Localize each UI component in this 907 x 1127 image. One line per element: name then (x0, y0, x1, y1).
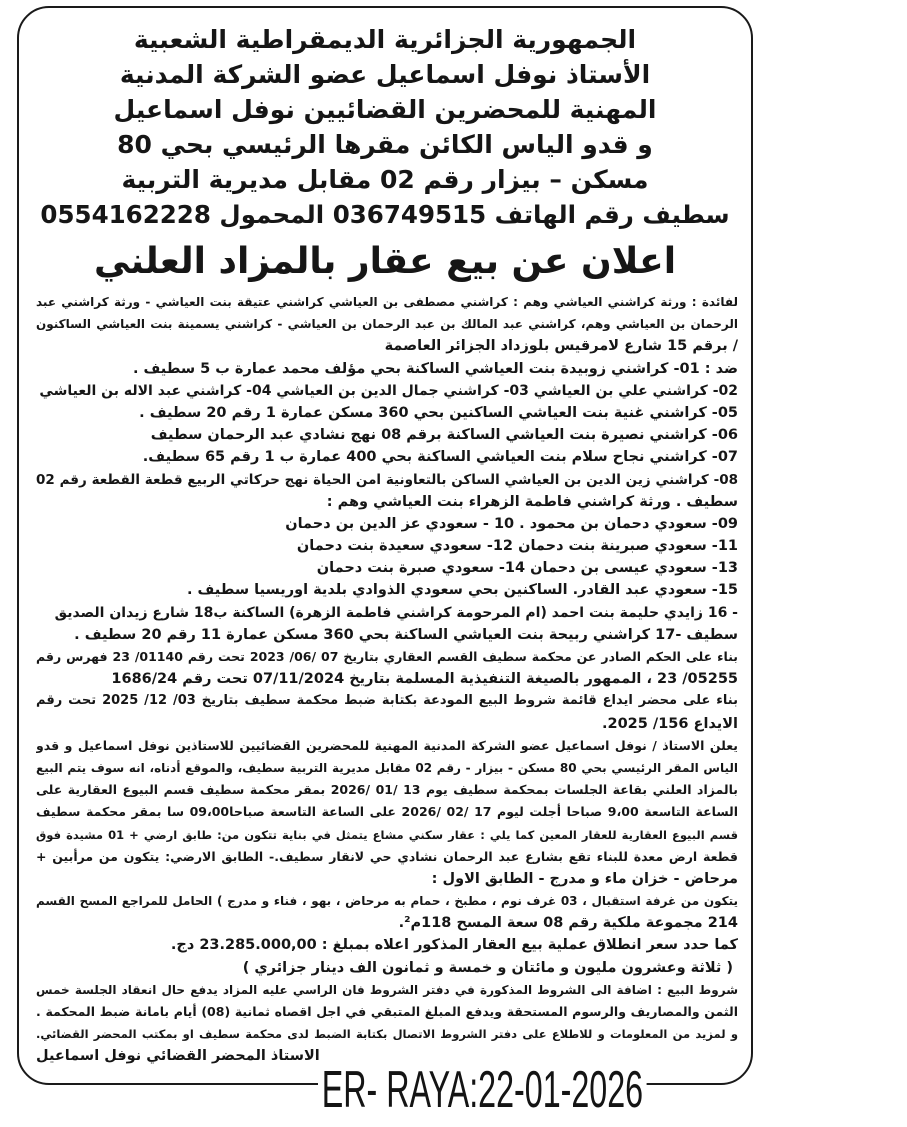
header-address-line: مسكن – بيزار رقم 02 مقابل مديرية التربية (121, 165, 649, 194)
defendant-line: - 16 زايدي حليمة بنت احمد (ام المرحومة كراشني فاطمة الزهرة) الساكنة ب18 شارع زيدان الصديق (54, 604, 738, 621)
defendant-line: ضد : 01- كراشني زوبيدة بنت العياشي الساكنة بحي مؤلف محمد عمارة ب 5 سطيف . (132, 360, 738, 377)
announcement-line: قطعة ارض معدة للبناء تقع بشارع عبد الرحمان نشادي حي لانقار سطيف.- الطابق الارضي: يتكون من مرأبين + (36, 848, 738, 864)
announcement-line: قسم البيوع العقارية للعقار المعين كما يلي : عقار سكني مشاع يتمثل في بناية تتكون من: طابق ارضي + 01 مشيدة فوق (36, 827, 738, 842)
announcement-line: بالمزاد العلني بقاعة الجلسات بمحكمة سطيف يوم 13 /01 /2026 بمقر محكمة سطيف قسم البيوع العقارية على (36, 782, 738, 798)
sale-conditions-line: شروط البيع : اضافة الى الشروط المذكورة في دفتر الشروط فان الراسي عليه المزاد يدفع حال انعقاد الجلسة خمس (36, 982, 738, 997)
starting-price-line: كما حدد سعر انطلاق عملية بيع العقار المذكور اعلاه بمبلغ : 23.285.000,00 دج. (170, 937, 738, 954)
defendant-line: 02- كراشني علي بن العياشي 03- كراشني جمال الدين بن العياشي 04- كراشني عبد الاله بن العياشي (39, 382, 738, 399)
header-bailiff-line: الأستاذ نوفل اسماعيل عضو الشركة المدنية (119, 60, 651, 89)
bailiff-signature: الاستاذ المحضر القضائي نوفل اسماعيل (36, 1048, 320, 1065)
announcement-line: الساعة التاسعة 9،00 صباحا أجلت ليوم 17 /02 /2026 على الساعة التاسعة صباحا09،00 سا بمقر محكمة سطيف (36, 804, 738, 820)
beneficiaries-line: الرحمان بن العياشي وهم، كراشني عبد المالك بن عبد الرحمان بن العياشي - كراشني يسمينة بنت العياشي الساكنون (36, 317, 738, 332)
newspaper-date-stamp: ER- RAYA:22-01-2026 (318, 1064, 647, 1116)
contact-line: و لمزيد من المعلومات و للاطلاع على دفتر الشروط الاتصال بكتابة الضبط لدى محكمة سطيف او بمكتب المحضر القضائي. (36, 1027, 738, 1042)
property-line: يتكون من غرفة استقبال ، 03 غرف نوم ، مطبخ ، حمام به مرحاض ، بهو ، فناء و مدرج ) الحامل للمراجع المسح القسم (36, 894, 738, 909)
defendant-line: 08- كراشني زين الدين بن العياشي الساكن بالتعاونية امن الحياة نهج حركاتي الربيع قطعة القطعة رقم 02 (36, 471, 738, 488)
defendant-line: 13- سعودي عيسى بن دحمان 14- سعودي صبرة بنت دحمان (316, 560, 738, 577)
defendant-line: 09- سعودي دحمان بن محمود . 10 - سعودي عز الدين بن دحمان (285, 515, 738, 532)
header-phone-line: سطيف رقم الهاتف 036749515 المحمول 0554162228 (40, 200, 730, 229)
defendant-line: 07- كراشني نجاح سلام بنت العياشي الساكنة بحي 400 عمارة ب 1 رقم 65 سطيف. (142, 449, 738, 466)
header-address-line: و قدو الياس الكائن مقرها الرئيسي بحي 80 (117, 130, 653, 159)
defendant-line: 15- سعودي عبد القادر. الساكنين بحي سعودي الذوادي بلدية اوريسيا سطيف . (186, 582, 738, 599)
beneficiaries-line: / برقم 15 شارع لامرقيس بلوزداد الجزائر العاصمة (384, 338, 738, 355)
deposit-line: بناء على محضر ايداع قائمة شروط البيع المودعة بكتابة ضبط محكمة سطيف بتاريخ 03/ 12/ 2025 تحت رقم (36, 693, 738, 709)
price-in-words-line: ( ثلاثة وعشرون مليون و مائتان و خمسة و ثمانون الف دينار جزائري ) (242, 959, 733, 976)
defendant-line: سطيف -17 كراشني ربيحة بنت العياشي الساكنة بحي 360 مسكن عمارة 11 رقم 20 سطيف . (74, 626, 738, 643)
beneficiaries-line: لفائدة : ورثة كراشني العياشي وهم : كراشني مصطفى بن العياشي كراشني عتيقة بنت العياشي - ورثة كراشني عبد (36, 295, 738, 309)
announcement-line: مرحاض - خزان ماء و مدرج - الطابق الاول : (431, 870, 738, 887)
property-line: 214 مجموعة ملكية رقم 08 سعة المسح 118م². (398, 915, 738, 932)
notice-header (40, 22, 730, 232)
defendant-line: 11- سعودي صبرينة بنت دحمان 12- سعودي سعيدة بنت دحمان (296, 538, 738, 555)
announcement-line: الياس المقر الرئيسي بحي 80 مسكن - بيزار - رقم 02 مقابل مديرية التربية سطيف، والموقع أدناه، انه سوف يتم البيع (36, 760, 738, 775)
announcement-line: يعلن الاستاذ / نوفل اسماعيل عضو الشركة المدنية المهنية للمحضرين القضائيين للاستاذين نوفل اسماعيل و قدو (36, 737, 738, 753)
header-republic-line: الجمهورية الجزائرية الديمقراطية الشعبية (133, 25, 637, 54)
notice-body (36, 291, 738, 1068)
deposit-line: الايداع 156/ 2025. (601, 715, 738, 732)
defendant-line: 05- كراشني غنية بنت العياشي الساكنين بحي 360 مسكن عمارة 1 رقم 20 سطيف . (139, 404, 738, 421)
judgment-line: 05255/ 23 ، الممهور بالصيغة التنفيذية المسلمة بتاريخ 07/11/2024 تحت رقم 1686/24 (111, 671, 738, 688)
sale-conditions-line: الثمن والمصاريف والرسوم المستحقة ويدفع المبلغ المتبقي في اجل اقصاه ثمانية (08) أيام بامانة ضبط المحكمة . (36, 1004, 738, 1019)
defendant-line: 06- كراشني نصيرة بنت العياشي الساكنة برقم 08 نهج نشادي عبد الرحمان سطيف (150, 427, 738, 444)
judgment-line: بناء على الحكم الصادر عن محكمة سطيف القسم العقاري بتاريخ 07 /06/ 2023 تحت رقم 01140/ 23 فهرس رقم (36, 649, 738, 664)
notice-title: اعلان عن بيع عقار بالمزاد العلني (93, 241, 677, 282)
defendant-line: سطيف . ورثة كراشني فاطمة الزهراء بنت العياشي وهم : (326, 493, 738, 510)
header-company-line: المهنية للمحضرين القضائيين نوفل اسماعيل (113, 95, 657, 124)
